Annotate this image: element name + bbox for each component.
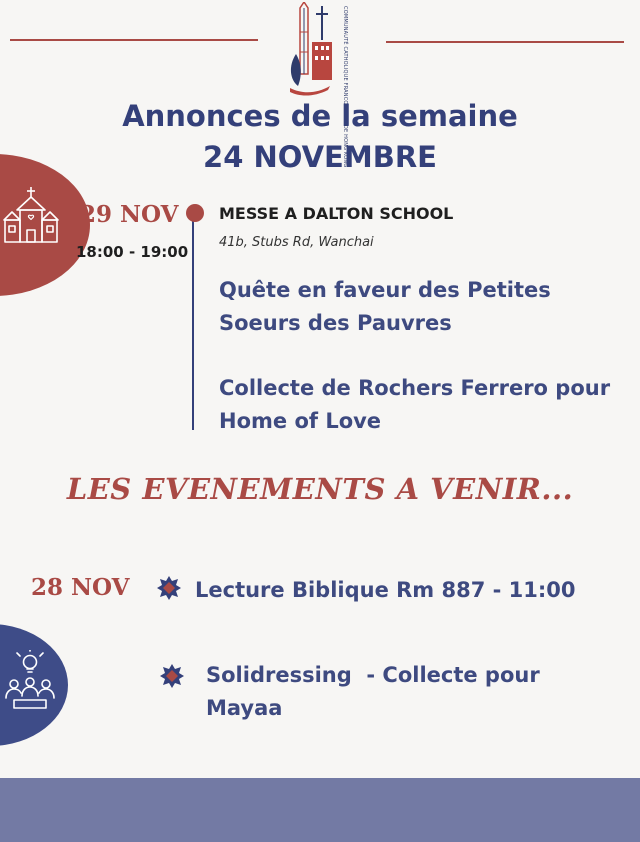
upcoming-heading: LES EVENEMENTS A VENIR... [66, 472, 574, 506]
announcement-collecte-line1: Collecte de Rochers Ferrero pour [219, 376, 611, 400]
event-title: MESSE A DALTON SCHOOL [219, 204, 454, 223]
people-idea-icon [4, 650, 56, 716]
star-bullet-icon [157, 576, 181, 600]
header-divider-left [10, 39, 258, 41]
header-divider-right [386, 41, 624, 43]
upcoming-date: 28 NOV [31, 574, 130, 601]
announcement-quete-line2: Soeurs des Pauvres [219, 311, 452, 335]
footer-band [0, 778, 640, 842]
timeline-line [192, 214, 194, 430]
upcoming-item-solidressing-line2: Mayaa [206, 696, 283, 720]
timeline-dot [186, 204, 204, 222]
event-date: 29 NOV [80, 201, 179, 228]
announcement-collecte [219, 372, 640, 438]
logo-text: COMMUNAUTÉ CATHOLIQUE FRANCOPHONE DE HONG KONG [342, 6, 348, 168]
page-title: Annonces de la semaine [122, 99, 518, 133]
announcement-quete-line1: Quête en faveur des Petites [219, 278, 551, 302]
announcement-collecte-line2: Home of Love [219, 409, 382, 433]
event-address: 41b, Stubs Rd, Wanchai [219, 235, 374, 250]
page-subtitle-date: 24 NOVEMBRE [203, 140, 437, 174]
upcoming-item-solidressing [206, 659, 626, 725]
star-bullet-icon [160, 664, 184, 688]
upcoming-item-lecture: Lecture Biblique Rm 887 - 11:00 [195, 578, 576, 602]
community-logo [284, 2, 364, 168]
church-icon [2, 186, 60, 246]
upcoming-item-solidressing-line1: Solidressing - Collecte pour [206, 663, 540, 687]
event-time: 18:00 - 19:00 [76, 243, 189, 261]
announcement-quete [219, 274, 639, 340]
